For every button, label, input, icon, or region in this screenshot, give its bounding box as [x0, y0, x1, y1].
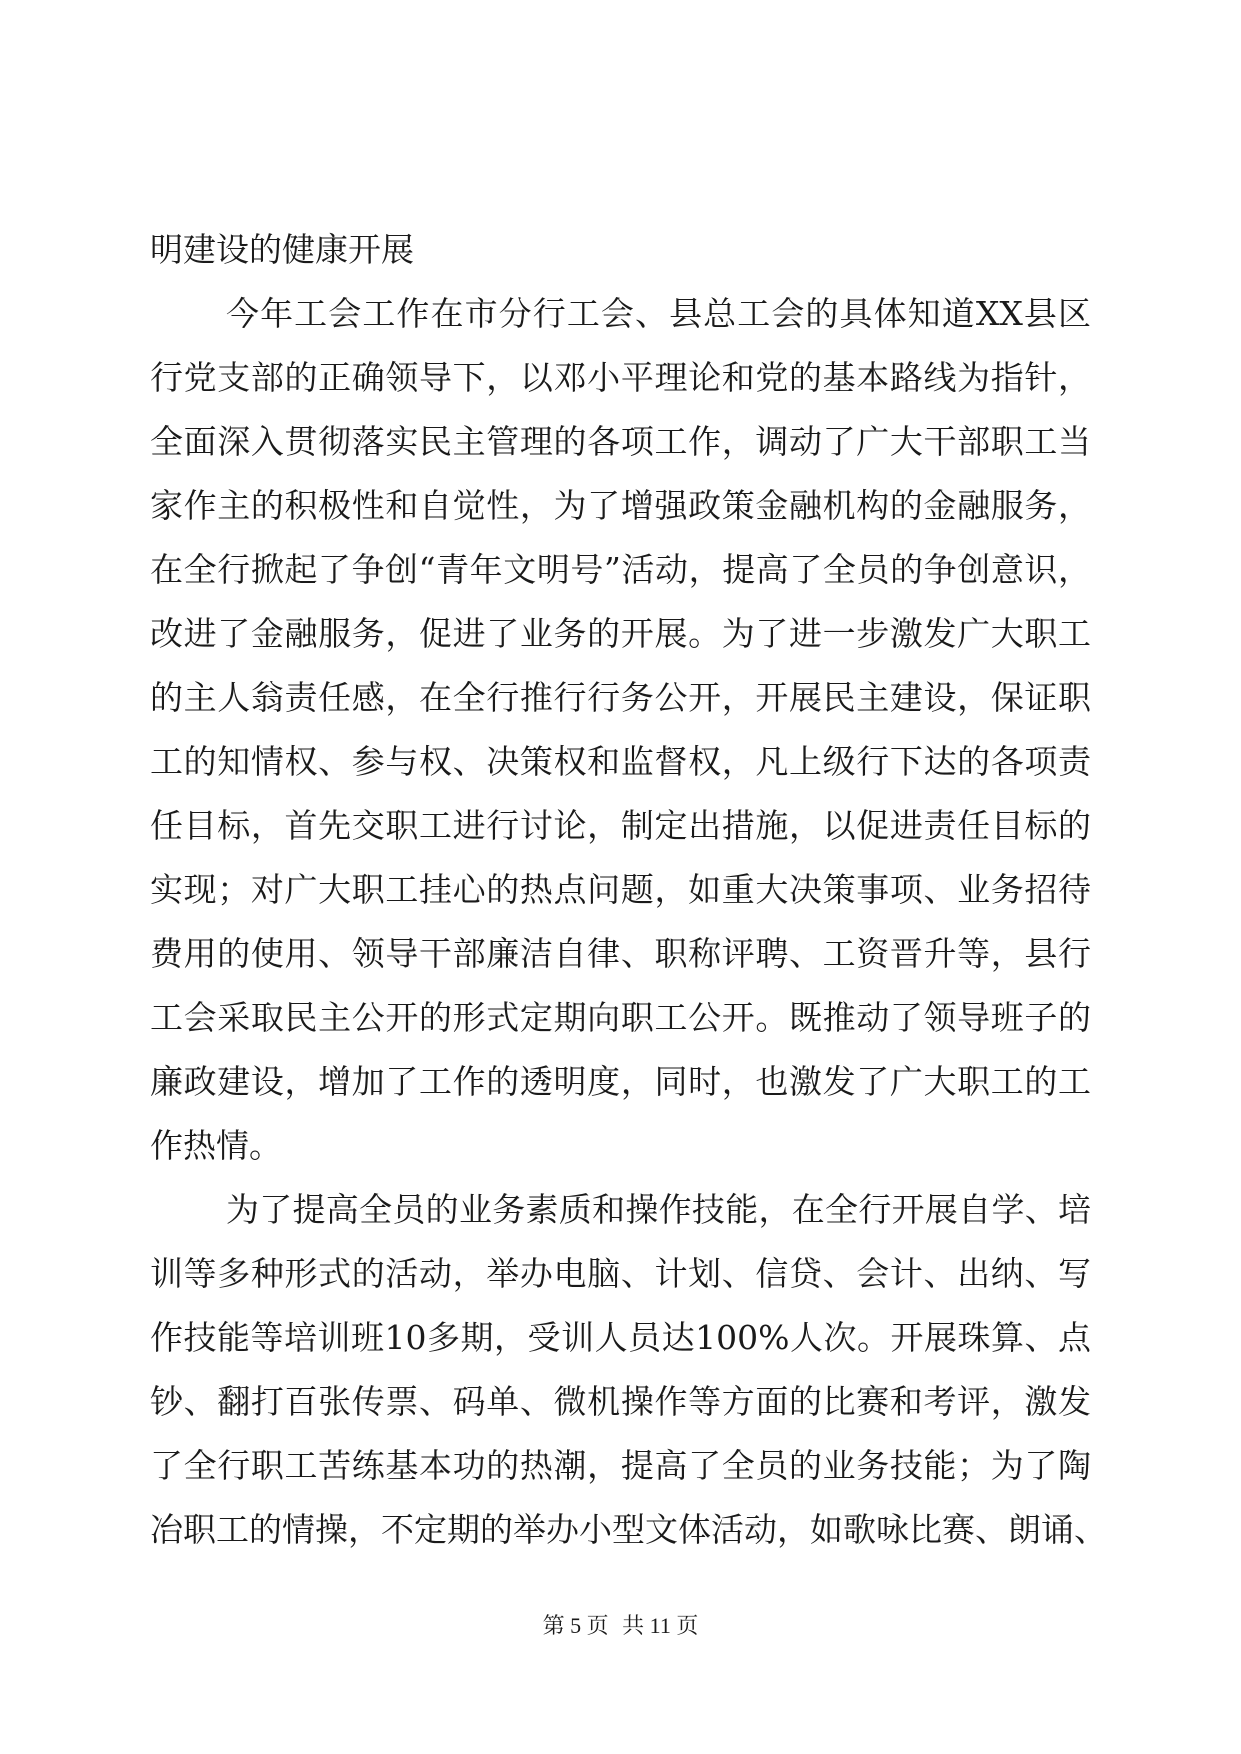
text-line: 工会采取民主公开的形式定期向职工公开。既推动了领导班子的 — [150, 998, 1091, 1037]
text-line: 作热情。 — [150, 1126, 282, 1165]
text-line: 实现；对广大职工挂心的热点问题，如重大决策事项、业务招待 — [150, 870, 1091, 909]
page-number: 第 5 页 — [542, 1613, 609, 1638]
text-line: 任目标，首先交职工进行讨论，制定出措施，以促进责任目标的 — [150, 806, 1091, 845]
text-line: 在全行掀起了争创“青年文明号”活动，提高了全员的争创意识， — [150, 550, 1091, 589]
text-line: 改进了金融服务，促进了业务的开展。为了进一步激发广大职工 — [150, 614, 1091, 653]
text-line: 钞、翻打百张传票、码单、微机操作等方面的比赛和考评，激发 — [150, 1382, 1091, 1421]
text-line: 家作主的积极性和自觉性，为了增强政策金融机构的金融服务， — [150, 486, 1091, 525]
text-line: 全面深入贯彻落实民主管理的各项工作，调动了广大干部职工当 — [150, 422, 1091, 461]
paragraph-first-line: 为了提高全员的业务素质和操作技能，在全行开展自学、培 — [226, 1190, 1091, 1229]
text-line: 的主人翁责任感，在全行推行行务公开，开展民主建设，保证职 — [150, 678, 1091, 717]
text-line: 费用的使用、领导干部廉洁自律、职称评聘、工资晋升等，县行 — [150, 934, 1091, 973]
text-line: 了全行职工苦练基本功的热潮，提高了全员的业务技能；为了陶 — [150, 1446, 1091, 1485]
text-line: 廉政建设，增加了工作的透明度，同时，也激发了广大职工的工 — [150, 1062, 1091, 1101]
text-line: 明建设的健康开展 — [150, 230, 414, 269]
text-line: 行党支部的正确领导下，以邓小平理论和党的基本路线为指针， — [150, 358, 1091, 397]
text-line: 作技能等培训班10多期，受训人员达100%人次。开展珠算、点 — [150, 1318, 1091, 1357]
paragraph-first-line: 今年工会工作在市分行工会、县总工会的具体知道XX县区 — [226, 294, 1091, 333]
page-footer — [0, 1612, 1241, 1640]
text-line: 冶职工的情操，不定期的举办小型文体活动，如歌咏比赛、朗诵、 — [150, 1510, 1107, 1549]
text-line: 工的知情权、参与权、决策权和监督权，凡上级行下达的各项责 — [150, 742, 1091, 781]
text-line: 训等多种形式的活动，举办电脑、计划、信贷、会计、出纳、写 — [150, 1254, 1091, 1293]
page-total: 共 11 页 — [622, 1613, 699, 1638]
